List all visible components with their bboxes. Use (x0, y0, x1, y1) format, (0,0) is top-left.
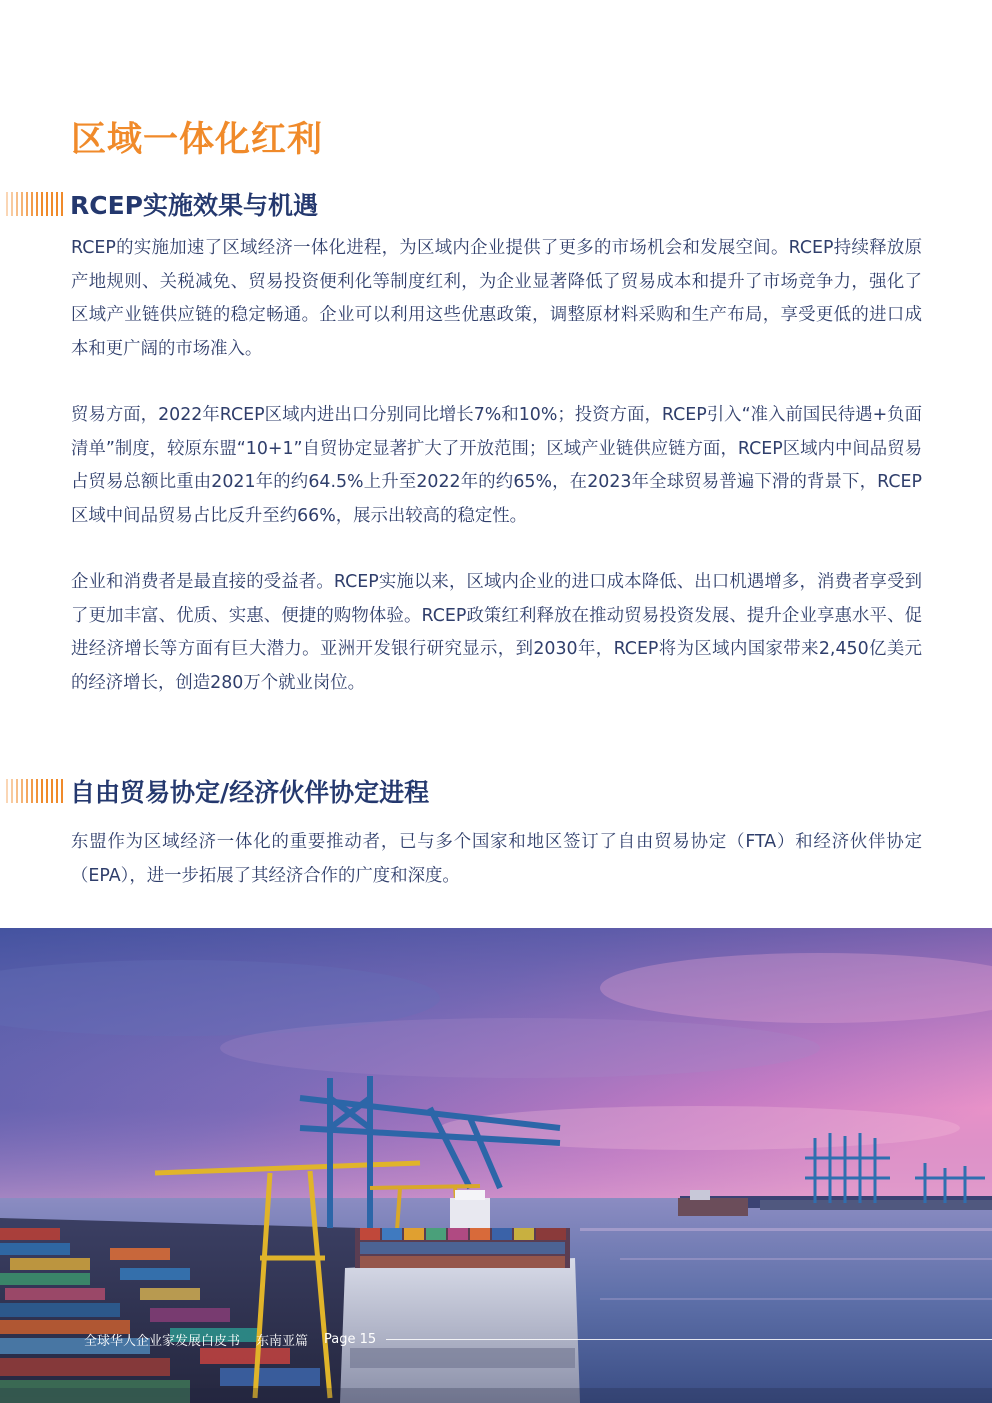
footer-page-number: Page 15 (324, 1331, 377, 1347)
section-heading-fta (6, 771, 429, 811)
rcep-paragraph-2: 贸易方面，2022年RCEP区域内进出口分别同比增长7%和10%；投资方面，RCEP引入“准入前国民待遇+负面清单”制度，较原东盟“10+1”自贸协定显著扩大了开放范围；区域产业链供应链方面，RCEP区域内中间品贸易占贸易总额比重由2021年的约64.5%上升至2022年的约65%，在2023年全球贸易普遍下滑的背景下，RCEP区域中间品贸易占比反升至约66%，展示出较高的稳定性。 (71, 405, 922, 526)
section-stripes-decoration (6, 779, 64, 803)
footer-divider-line (386, 1339, 992, 1340)
rcep-paragraph-3: 企业和消费者是最直接的受益者。RCEP实施以来，区域内企业的进口成本降低、出口机遇增多，消费者享受到了更加丰富、优质、实惠、便捷的购物体验。RCEP政策红利释放在推动贸易投资发展、提升企业享惠水平、促进经济增长等方面有巨大潜力。亚洲开发银行研究显示，到2030年，RCEP将为区域内国家带来2,450亿美元的经济增长，创造280万个就业岗位。 (71, 572, 922, 693)
section-stripes-decoration (6, 192, 64, 216)
section-heading-rcep (6, 184, 318, 224)
footer-publication: 全球华人企业家发展白皮书 (84, 1333, 241, 1349)
section-title-fta: 自由贸易协定/经济伙伴协定进程 (70, 778, 430, 807)
page-footer (84, 1329, 376, 1349)
fta-paragraph-1: 东盟作为区域经济一体化的重要推动者，已与多个国家和地区签订了自由贸易协定（FTA）和经济伙伴协定（EPA），进一步拓展了其经济合作的广度和深度。 (71, 832, 922, 886)
rcep-paragraph-1: RCEP的实施加速了区域经济一体化进程，为区域内企业提供了更多的市场机会和发展空间。RCEP持续释放原产地规则、关税减免、贸易投资便利化等制度红利，为企业显著降低了贸易成本和提升了市场竞争力，强化了区域产业链供应链的稳定畅通。企业可以利用这些优惠政策，调整原材料采购和生产布局，享受更低的进口成本和更广阔的市场准入。 (71, 238, 922, 359)
section-title-rcep: RCEP实施效果与机遇 (70, 191, 318, 220)
footer-edition: 东南亚篇 (256, 1333, 309, 1349)
page-title: 区域一体化红利 (71, 120, 324, 160)
